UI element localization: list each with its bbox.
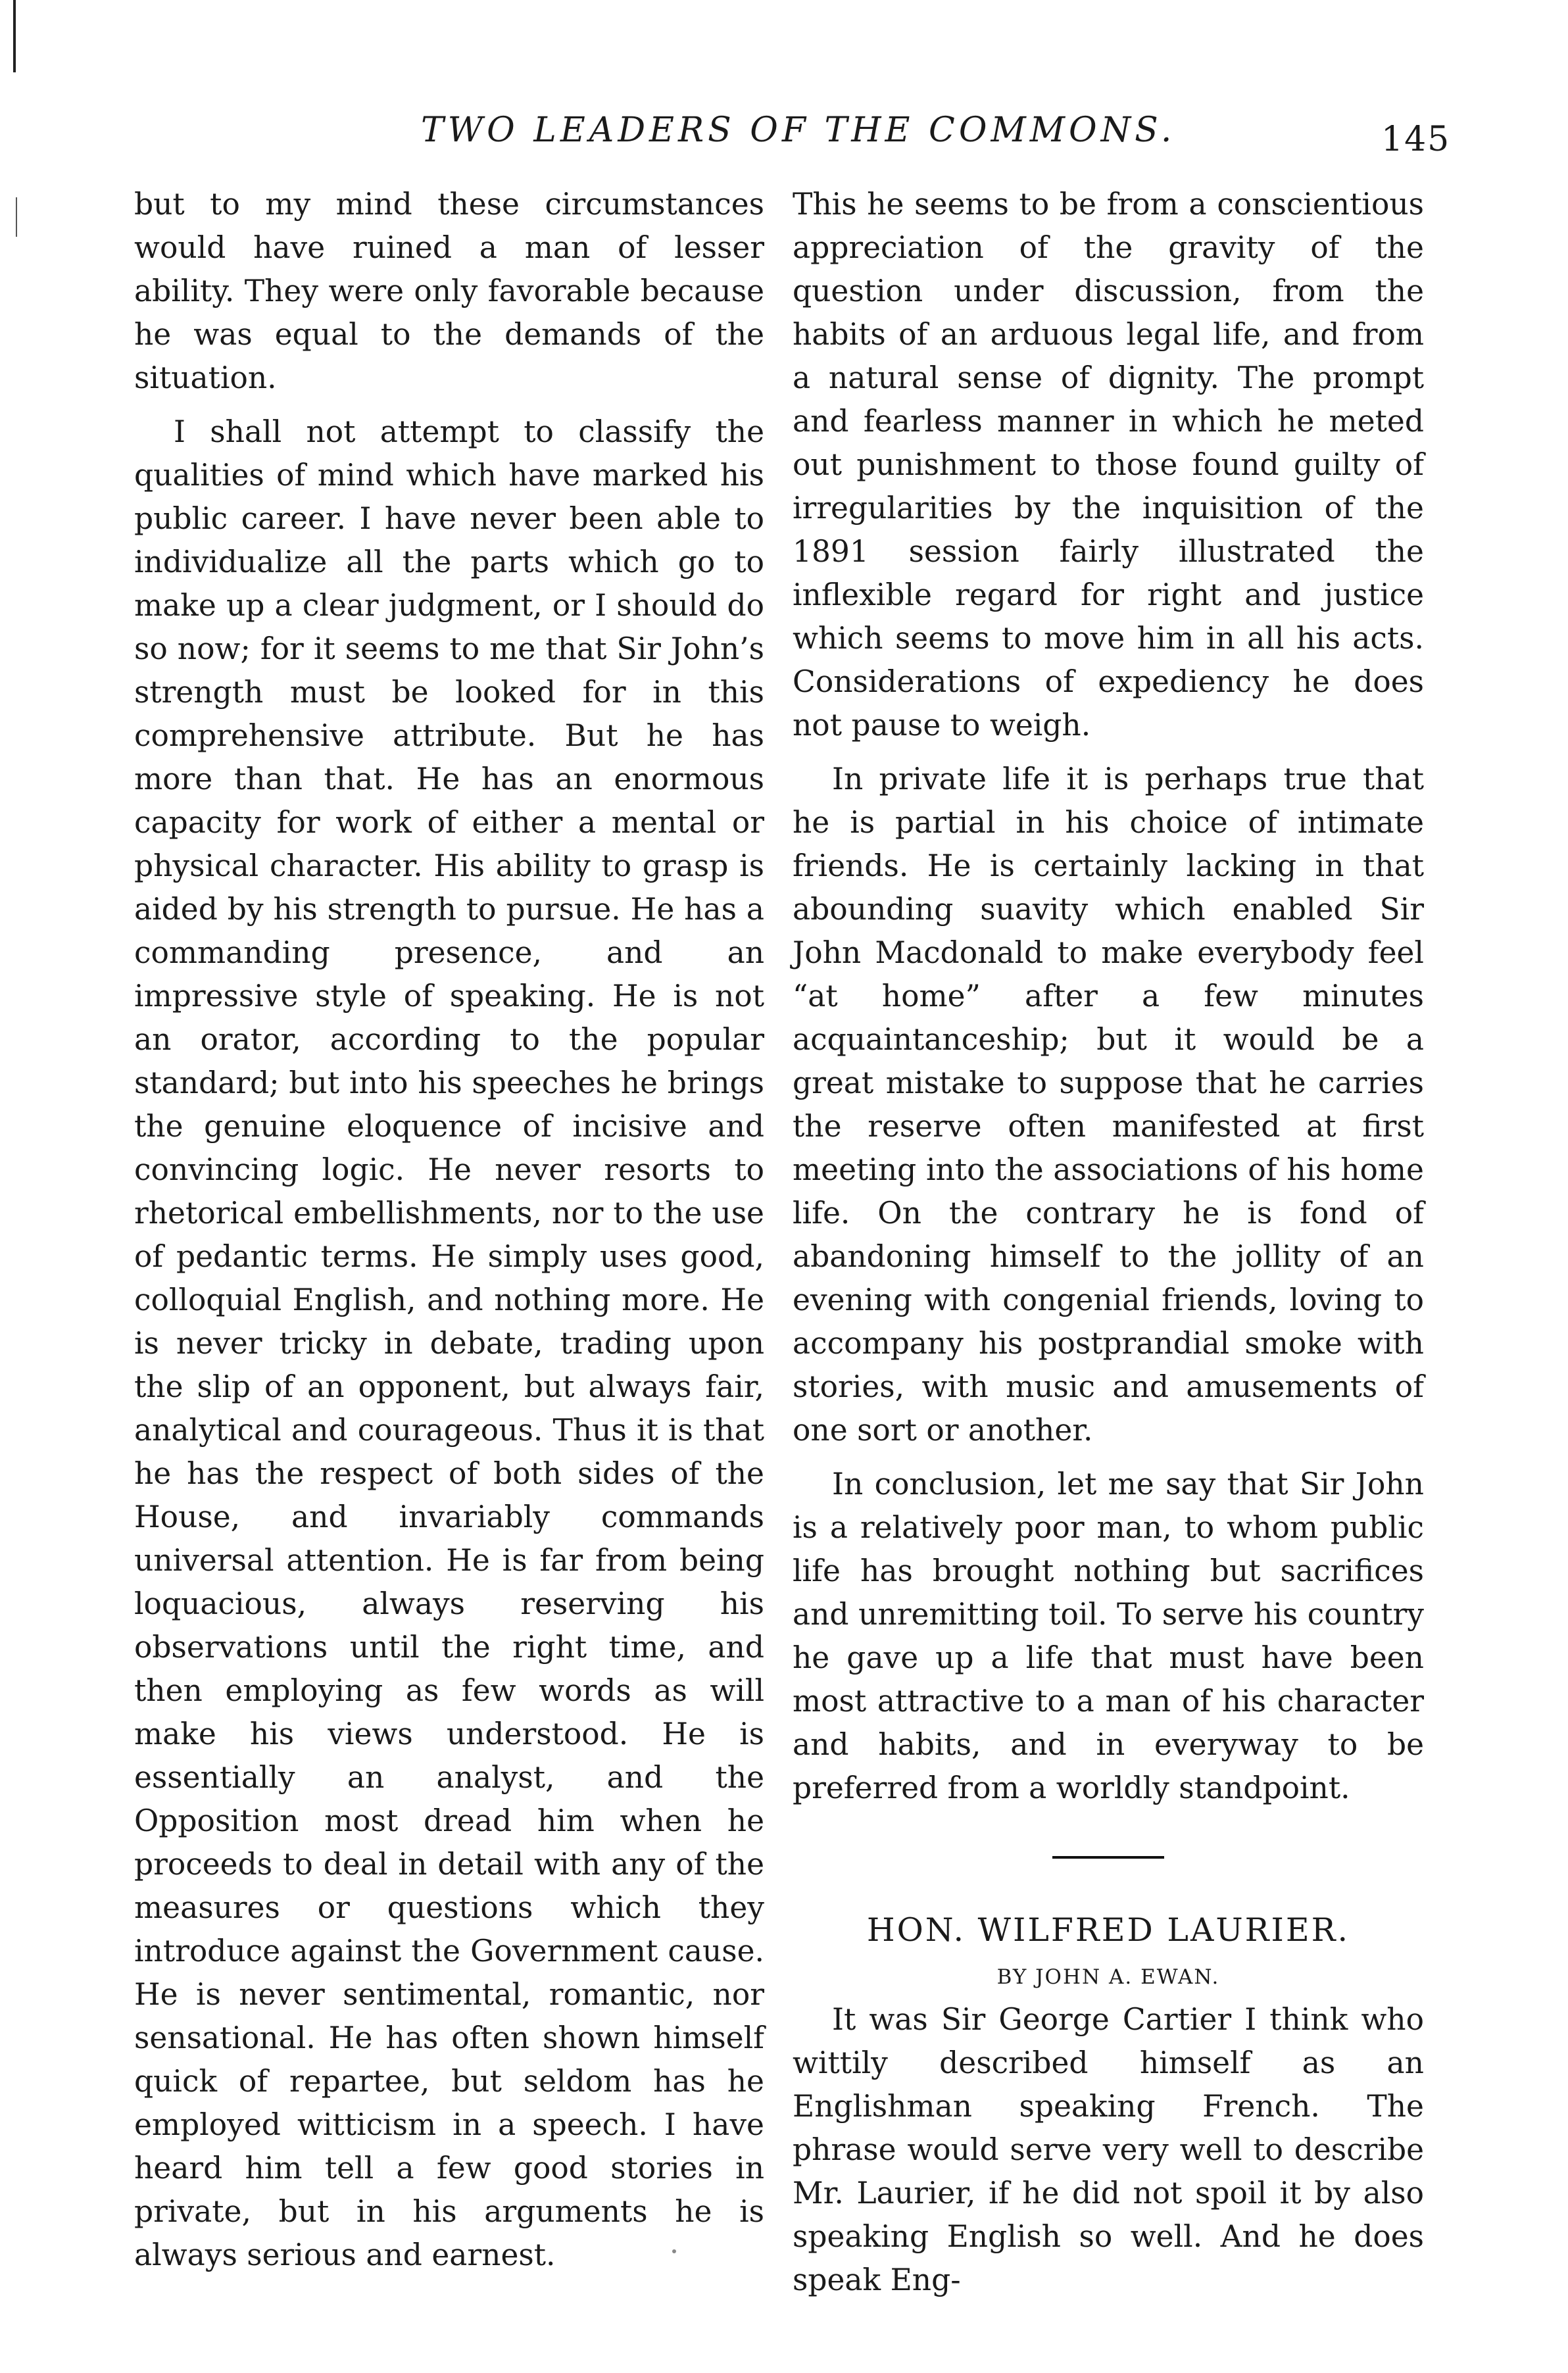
page-edge-mark [13, 0, 16, 72]
print-speck [672, 2249, 676, 2253]
paragraph: In conclusion, let me say that Sir John is a relatively poor man, to whom public life has brought nothing but sacrifices and unremitting toil. To serve his country he gave up a life that must have been most attractive to a man of his character and habits, and in everyway to be preferred from a worldly standpoint. [793, 1467, 1424, 1805]
page-edge-mark [16, 197, 17, 237]
left-column [134, 183, 764, 2277]
section-divider [1052, 1856, 1164, 1859]
paragraph: It was Sir George Cartier I think who wittily described himself as an Englishman speaking French. The phrase would serve very well to describe Mr. Laurier, if he did not spoil it by also speaking English so well. And he does speak Eng- [793, 2002, 1424, 2297]
paragraph: I shall not attempt to classify the qualities of mind which have marked his public career. I have never been able to individualize all the parts which go to make up a clear judgment, or I should do so now; for it seems to me that Sir John’s strength must be looked for in this comprehensive attribute. But he has more than that. He has an enormous capacity for work of either a mental or physical character. His ability to grasp is aided by his strength to pursue. He has a commanding presence, and an impressive style of speaking. He is not an orator, according to the popular standard; but into his speeches he brings the genuine eloquence of incisive and convincing logic. He never resorts to rhetorical embellishments, nor to the use of pedantic terms. He simply uses good, colloquial English, and nothing more. He is never tricky in debate, trading upon the slip of an opponent, but always fair, analytical and courageous. Thus it is that he has the respect of both sides of the House, and invariably commands universal attention. He is far from being loquacious, always reserving his observations until the right time, and then employing as few words as will make his views understood. He is essentially an analyst, and the Opposition most dread him when he proceeds to deal in detail with any of the measures or questions which they introduce against the Government cause. He is never sentimental, romantic, nor sensational. He has often shown himself quick of repartee, but seldom has he employed witticism in a speech. I have heard him tell a few good stories in private, but in his arguments he is always serious and earnest. [134, 414, 764, 2272]
page-header [0, 110, 1568, 163]
paragraph: but to my mind these circumstances would have ruined a man of lesser ability. They were only favorable because he was equal to the demands of the situation. [134, 187, 764, 395]
article-title: HON. WILFRED LAURIER. [866, 1911, 1350, 1949]
paragraph: This he seems to be from a conscientious appreciation of the gravity of the question under discussion, from the habits of an arduous legal life, and from a natural sense of dignity. The prompt and fearless manner in which he meted out punishment to those found guilty of irregularities by the inquisition of the 1891 session fairly illustrated the inflexible regard for right and justice which seems to move him in all his acts. Considerations of expediency he does not pause to weigh. [793, 187, 1424, 743]
running-title: TWO LEADERS OF THE COMMONS. [421, 110, 1176, 150]
right-column [793, 183, 1424, 2302]
article-byline: BY JOHN A. EWAN. [996, 1965, 1220, 1989]
paragraph: In private life it is perhaps true that he is partial in his choice of intimate friends. He is certainly lacking in that abounding suavity which enabled Sir John Macdonald to make everybody feel “at home” after a few minutes acquaintanceship; but it would be a great mistake to suppose that he carries the reserve often manifested at first meeting into the associations of his home life. On the contrary he is fond of abandoning himself to the jollity of an evening with congenial friends, loving to accompany his postprandial smoke with stories, with music and amusements of one sort or another. [793, 762, 1424, 1448]
page-number: 145 [1381, 120, 1451, 159]
